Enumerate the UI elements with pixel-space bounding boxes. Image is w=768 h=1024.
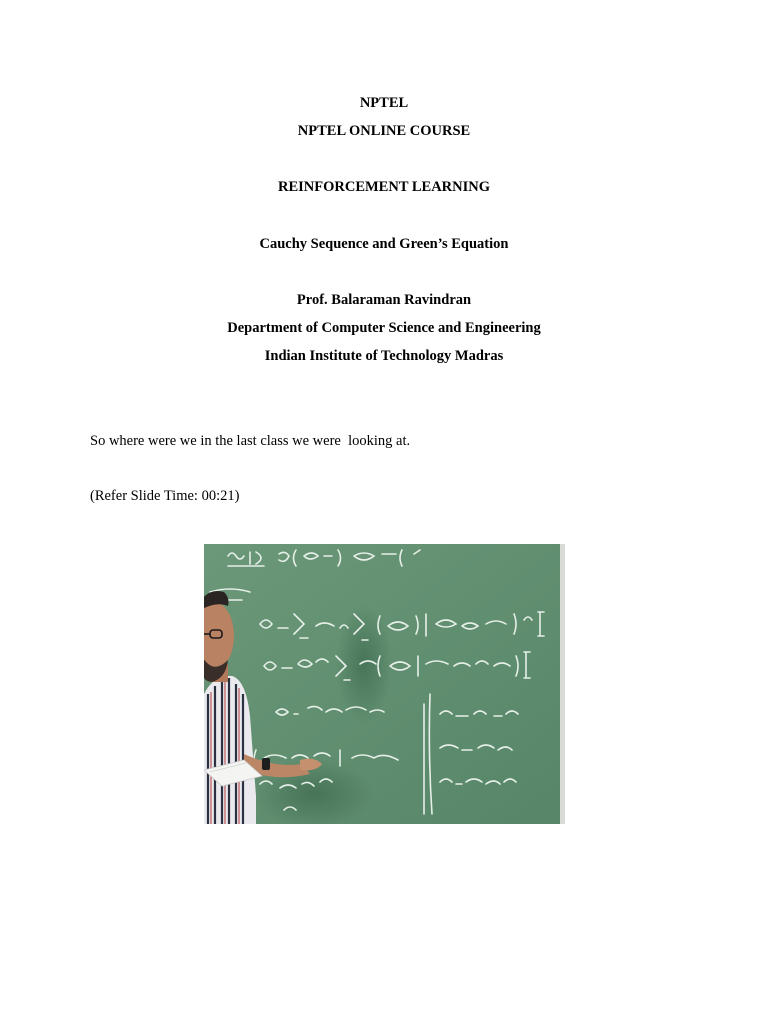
chalkboard-illustration xyxy=(204,544,565,824)
department-name: Department of Computer Science and Engineering xyxy=(227,320,541,336)
lecture-title: Cauchy Sequence and Green’s Equation xyxy=(259,236,509,252)
instructor-name: Prof. Balaraman Ravindran xyxy=(296,292,472,308)
course-type: NPTEL ONLINE COURSE xyxy=(297,123,471,139)
course-title: REINFORCEMENT LEARNING xyxy=(277,179,491,195)
body-paragraph: So where were we in the last class we were looking at. xyxy=(90,433,411,449)
board-edge xyxy=(560,544,565,824)
lecture-video-frame xyxy=(204,544,565,824)
org-name: NPTEL xyxy=(359,95,409,111)
institute-name: Indian Institute of Technology Madras xyxy=(264,348,504,364)
slide-time-reference: (Refer Slide Time: 00:21) xyxy=(90,488,240,504)
